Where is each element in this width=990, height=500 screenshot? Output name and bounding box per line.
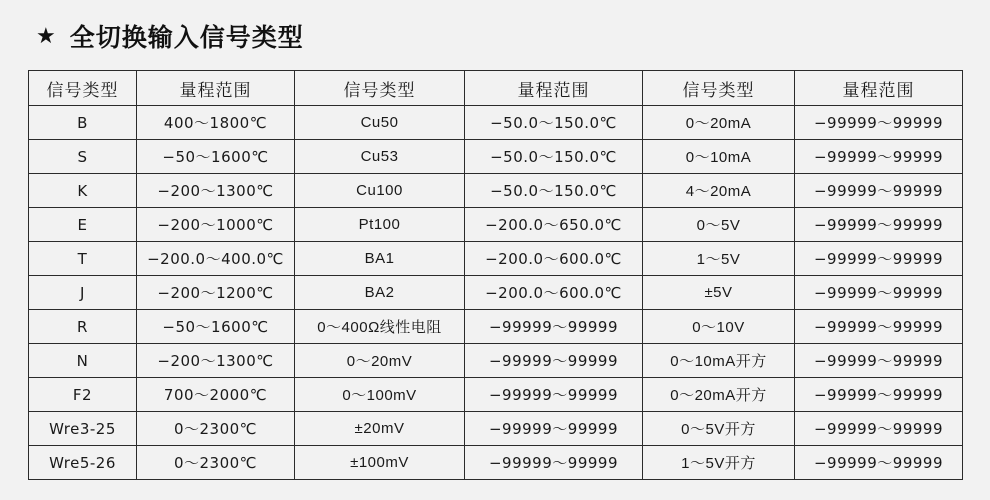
table-cell: −200～1300℃ xyxy=(137,174,295,208)
table-row xyxy=(29,276,963,310)
table-cell: ±20mV xyxy=(295,412,465,446)
table-cell: BA1 xyxy=(295,242,465,276)
table-row xyxy=(29,378,963,412)
table-cell: K xyxy=(29,174,137,208)
table-cell: 1～5V开方 xyxy=(643,446,795,480)
table-row xyxy=(29,242,963,276)
table-cell: 700～2000℃ xyxy=(137,378,295,412)
table-cell: −99999～99999 xyxy=(795,344,963,378)
table-cell: 0～10V xyxy=(643,310,795,344)
column-header: 信号类型 xyxy=(643,71,795,106)
column-header: 量程范围 xyxy=(137,71,295,106)
table-cell: Cu100 xyxy=(295,174,465,208)
table-cell: −200～1000℃ xyxy=(137,208,295,242)
signal-type-table xyxy=(28,70,963,480)
page-title-text: 全切换输入信号类型 xyxy=(69,24,304,52)
table-cell: −200.0～600.0℃ xyxy=(465,276,643,310)
table-cell: N xyxy=(29,344,137,378)
table-cell: T xyxy=(29,242,137,276)
table-row xyxy=(29,310,963,344)
table-cell: −99999～99999 xyxy=(465,310,643,344)
table-cell: S xyxy=(29,140,137,174)
table-cell: 0～20mV xyxy=(295,344,465,378)
table-cell: J xyxy=(29,276,137,310)
table-cell: 400～1800℃ xyxy=(137,106,295,140)
table-cell: −99999～99999 xyxy=(795,412,963,446)
table-cell: −50.0～150.0℃ xyxy=(465,174,643,208)
table-cell: −99999～99999 xyxy=(795,208,963,242)
table-cell: 0～5V xyxy=(643,208,795,242)
table-cell: ±100mV xyxy=(295,446,465,480)
table-cell: R xyxy=(29,310,137,344)
column-header: 量程范围 xyxy=(795,71,963,106)
table-cell: −99999～99999 xyxy=(465,344,643,378)
table-cell: Pt100 xyxy=(295,208,465,242)
table-cell: −99999～99999 xyxy=(795,174,963,208)
table-cell: −99999～99999 xyxy=(795,140,963,174)
table-cell: BA2 xyxy=(295,276,465,310)
table-body xyxy=(29,106,963,480)
table-cell: −99999～99999 xyxy=(465,446,643,480)
table-row xyxy=(29,174,963,208)
table-cell: −99999～99999 xyxy=(795,276,963,310)
table-row xyxy=(29,140,963,174)
star-icon: ★ xyxy=(36,23,56,48)
table-cell: −200～1200℃ xyxy=(137,276,295,310)
table-cell: −50.0～150.0℃ xyxy=(465,140,643,174)
column-header: 信号类型 xyxy=(29,71,137,106)
table-cell: 0～20mA xyxy=(643,106,795,140)
table-cell: −99999～99999 xyxy=(465,412,643,446)
table-cell: F2 xyxy=(29,378,137,412)
table-cell: ±5V xyxy=(643,276,795,310)
table-cell: E xyxy=(29,208,137,242)
table-cell: −99999～99999 xyxy=(795,310,963,344)
table-row xyxy=(29,106,963,140)
table-cell: −99999～99999 xyxy=(465,378,643,412)
table-cell: −200.0～600.0℃ xyxy=(465,242,643,276)
table-cell: 0～2300℃ xyxy=(137,446,295,480)
table-row xyxy=(29,446,963,480)
table-cell: −50～1600℃ xyxy=(137,140,295,174)
table-cell: 0～2300℃ xyxy=(137,412,295,446)
table-cell: −50.0～150.0℃ xyxy=(465,106,643,140)
table-cell: 0～400Ω线性电阻 xyxy=(295,310,465,344)
table-row xyxy=(29,344,963,378)
table-cell: Cu53 xyxy=(295,140,465,174)
table-cell: 0～10mA xyxy=(643,140,795,174)
page-title xyxy=(28,18,962,54)
table-cell: −200.0～400.0℃ xyxy=(137,242,295,276)
column-header: 量程范围 xyxy=(465,71,643,106)
table-cell: 1～5V xyxy=(643,242,795,276)
column-header: 信号类型 xyxy=(295,71,465,106)
table-header-row xyxy=(29,71,963,106)
table-cell: −50～1600℃ xyxy=(137,310,295,344)
table-row xyxy=(29,412,963,446)
table-cell: −99999～99999 xyxy=(795,378,963,412)
table-cell: 0～10mA开方 xyxy=(643,344,795,378)
table-cell: Wre5-26 xyxy=(29,446,137,480)
table-cell: Wre3-25 xyxy=(29,412,137,446)
table-cell: Cu50 xyxy=(295,106,465,140)
table-cell: 0～20mA开方 xyxy=(643,378,795,412)
table-cell: −99999～99999 xyxy=(795,106,963,140)
table-cell: 4～20mA xyxy=(643,174,795,208)
table-cell: −99999～99999 xyxy=(795,242,963,276)
table-cell: 0～5V开方 xyxy=(643,412,795,446)
table-cell: 0～100mV xyxy=(295,378,465,412)
table-row xyxy=(29,208,963,242)
table-cell: −200.0～650.0℃ xyxy=(465,208,643,242)
table-cell: −200～1300℃ xyxy=(137,344,295,378)
table-cell: B xyxy=(29,106,137,140)
table-cell: −99999～99999 xyxy=(795,446,963,480)
